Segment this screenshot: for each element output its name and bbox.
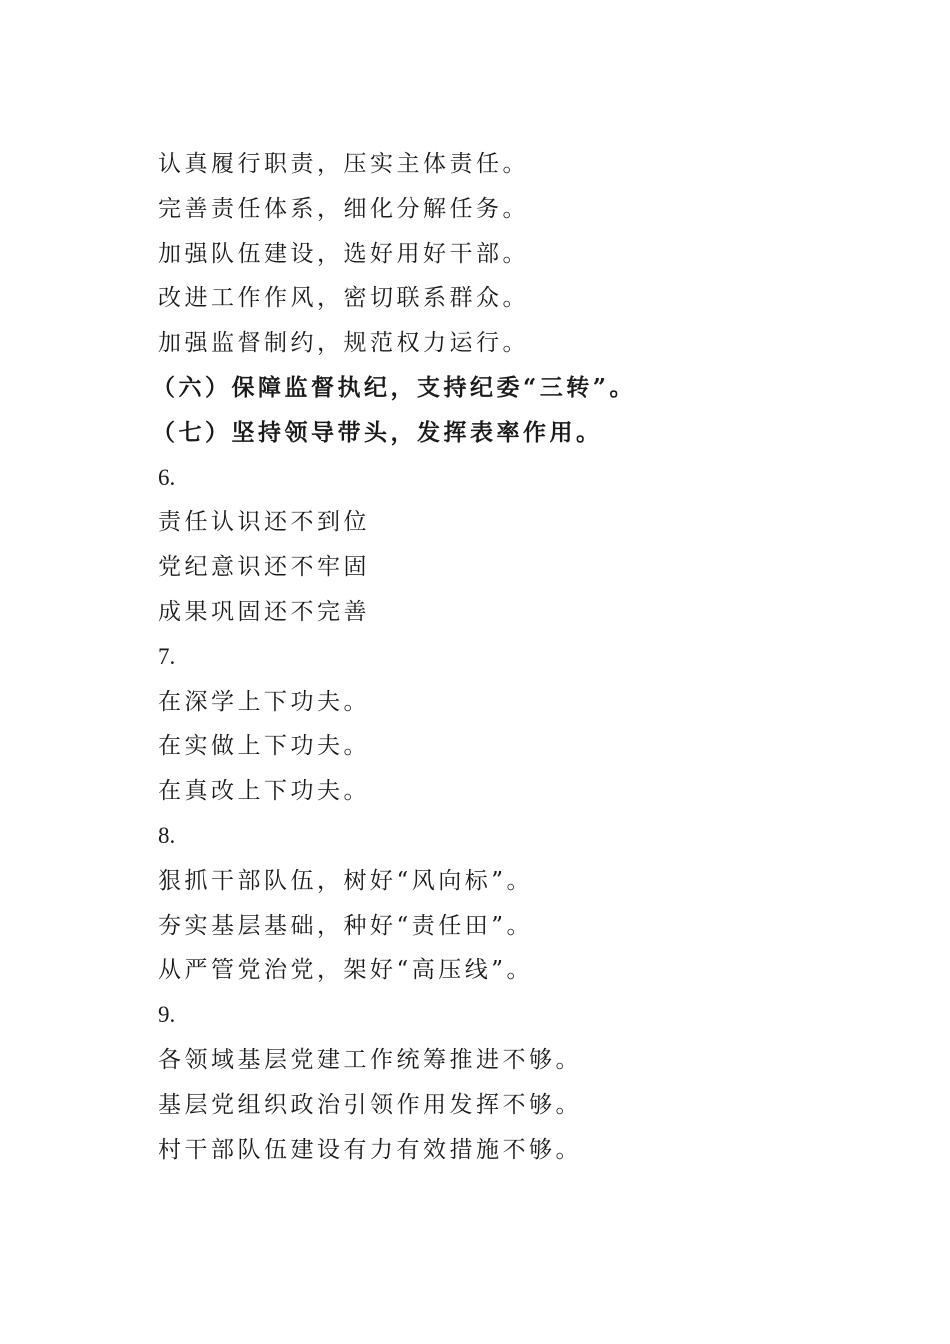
text-line: 成果巩固还不完善 xyxy=(158,598,370,625)
section-heading: （七）坚持领导带头，发挥表率作用。 xyxy=(152,418,603,446)
text-line: 加强监督制约，规范权力运行。 xyxy=(158,330,529,357)
text-line: 在深学上下功夫。 xyxy=(158,688,370,715)
item-number: 8. xyxy=(158,822,176,848)
text-line: 各领域基层党建工作统筹推进不够。 xyxy=(158,1046,582,1073)
text-line: 党纪意识还不牢固 xyxy=(158,554,370,581)
text-line: 从严管党治党，架好“高压线”。 xyxy=(158,957,534,984)
text-line: 狠抓干部队伍，树好“风向标”。 xyxy=(158,867,534,894)
text-line: 改进工作作风，密切联系群众。 xyxy=(158,285,529,312)
text-line: 基层党组织政治引领作用发挥不够。 xyxy=(158,1091,582,1118)
document-body xyxy=(152,142,878,1172)
text-line: 夯实基层基础，种好“责任田”。 xyxy=(158,912,534,939)
item-number: 7. xyxy=(158,643,176,669)
text-line: 在实做上下功夫。 xyxy=(158,733,370,760)
text-line: 加强队伍建设，选好用好干部。 xyxy=(158,240,529,267)
text-line: 村干部队伍建设有力有效措施不够。 xyxy=(158,1136,582,1163)
text-line: 在真改上下功夫。 xyxy=(158,778,370,805)
item-number: 9. xyxy=(158,1002,176,1028)
text-line: 认真履行职责，压实主体责任。 xyxy=(158,151,529,177)
item-number: 6. xyxy=(158,464,176,490)
section-heading: （六）保障监督执纪，支持纪委“三转”。 xyxy=(152,373,636,401)
text-line: 完善责任体系，细化分解任务。 xyxy=(158,195,529,222)
text-line: 责任认识还不到位 xyxy=(158,509,370,536)
